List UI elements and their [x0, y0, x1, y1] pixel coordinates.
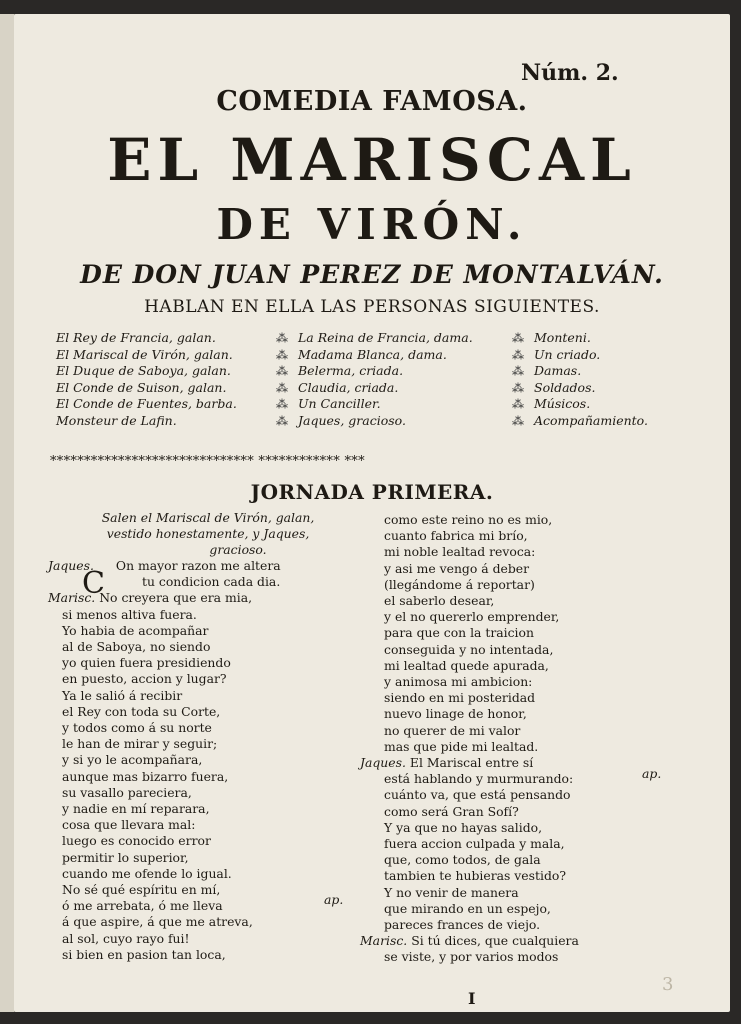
- verse-text: Y ya que no hayas salido,: [384, 819, 543, 835]
- verse-line: [48, 931, 378, 947]
- verse-line: [48, 850, 378, 866]
- speaker-label: Marisc.: [360, 933, 408, 949]
- cast-list-col1: [56, 330, 237, 430]
- cast-heading: HABLAN EN ELLA LAS PERSONAS SIGUIENTES.: [144, 297, 600, 317]
- cast-entry: Damas.: [534, 363, 582, 379]
- verse-text: y nadie en mí reparara,: [62, 801, 210, 817]
- verse-line: [360, 852, 700, 868]
- verse-line: [48, 671, 378, 687]
- ornament-icon: ⁂: [276, 331, 288, 345]
- cast-entry: Un criado.: [534, 346, 601, 362]
- verse-line: [48, 736, 378, 752]
- verse-line: [48, 574, 378, 590]
- verse-text: que mirando en un espejo,: [384, 900, 551, 916]
- play-subtitle: DE VIRÓN.: [216, 200, 528, 249]
- verse-line: [48, 720, 378, 736]
- verse-text: que, como todos, de gala: [384, 852, 541, 868]
- verse-text: No creyera que era mia,: [99, 590, 253, 606]
- verse-text: conseguida y no intentada,: [384, 641, 554, 657]
- cast-entry: El Mariscal de Virón, galan.: [56, 346, 233, 362]
- verse-text: permitir lo superior,: [62, 849, 189, 865]
- verse-text: No sé qué espíritu en mí,: [62, 882, 221, 898]
- verse-text: en puesto, accion y lugar?: [62, 671, 227, 687]
- cast-entry: Músicos.: [534, 396, 591, 412]
- verse-text: le han de mirar y seguir;: [62, 736, 218, 752]
- cast-list-col3: [534, 330, 648, 430]
- play-title: EL MARISCAL: [107, 126, 637, 194]
- verse-text: mi lealtad quede apurada,: [384, 657, 549, 673]
- verse-text: su vasallo pareciera,: [62, 784, 192, 800]
- verse-text: tambien te hubieras vestido?: [384, 868, 566, 884]
- verse-text: cuanto fabrica mi brío,: [384, 528, 528, 544]
- verse-line: [48, 817, 378, 833]
- verse-line: [48, 947, 378, 963]
- verse-text: para que con la traicion: [384, 625, 534, 641]
- verse-text: cuando me ofende lo igual.: [62, 865, 232, 881]
- cast-entry: Claudia, criada.: [298, 379, 399, 395]
- verse-text: al sol, cuyo rayo fui!: [62, 930, 190, 946]
- verse-line: [360, 706, 700, 722]
- verse-line: [360, 593, 700, 609]
- verse-line: [360, 949, 700, 965]
- verse-text: tu condicion cada dia.: [142, 574, 281, 590]
- ornament-icon: ⁂: [512, 347, 524, 362]
- verse-line: [48, 639, 378, 655]
- verse-text: y si yo le acompañara,: [62, 752, 203, 768]
- asterisk-divider: ****************************** ************ ***: [50, 454, 365, 469]
- cast-list-col2: [298, 330, 473, 430]
- verse-line: [360, 901, 700, 917]
- cast-entry: Soldados.: [534, 379, 596, 395]
- verse-text: está hablando y murmurando:: [384, 771, 574, 787]
- verse-text: Y no venir de manera: [384, 884, 519, 900]
- stage-line: Salen el Mariscal de Virón, galan,: [101, 510, 315, 525]
- verse-line: [48, 607, 378, 623]
- ornament-icon: ⁂: [276, 347, 288, 362]
- verse-line: [360, 658, 700, 674]
- verse-text: si bien en pasion tan loca,: [62, 946, 226, 962]
- verse-line: [48, 558, 378, 574]
- cast-entry: El Rey de Francia, galan.: [56, 330, 216, 345]
- cast-entry: El Conde de Suison, galan.: [56, 379, 227, 395]
- ornament-icon: ⁂: [276, 364, 288, 379]
- verse-line: [360, 561, 700, 577]
- verse-text: ó me arrebata, ó me lleva: [62, 898, 223, 914]
- page-number: I: [468, 989, 476, 1008]
- cast-entry: El Duque de Saboya, galan.: [56, 363, 231, 379]
- verse-text: y asi me vengo á deber: [384, 560, 530, 576]
- genre-heading: COMEDIA FAMOSA.: [216, 86, 528, 117]
- verse-text: á que aspire, á que me atreva,: [62, 914, 253, 930]
- verse-text: si menos altiva fuera.: [62, 606, 197, 622]
- cast-entry: Monteni.: [534, 330, 591, 345]
- verse-line: [360, 723, 700, 739]
- cast-entry: Madama Blanca, dama.: [298, 346, 447, 362]
- ornament-icon: ⁂: [276, 380, 288, 395]
- verse-line: [360, 836, 700, 852]
- verse-text: siendo en mi posteridad: [384, 690, 536, 706]
- cast-entry: Monsteur de Lafin.: [56, 412, 177, 428]
- ornament-col1: [276, 330, 288, 430]
- verse-text: como este reino no es mio,: [384, 512, 553, 527]
- verse-line: [360, 868, 700, 884]
- stage-direction: [48, 510, 368, 559]
- verse-line: [360, 690, 700, 706]
- verse-text: El Mariscal entre sí: [409, 755, 534, 771]
- verse-line: [48, 801, 378, 817]
- faint-mark: 3: [662, 974, 674, 995]
- verse-text: Yo habia de acompañar: [62, 622, 209, 638]
- ornament-icon: ⁂: [512, 364, 524, 379]
- verse-line: [48, 914, 378, 930]
- verse-line: [360, 625, 700, 641]
- author-line: DE DON JUAN PEREZ DE MONTALVÁN.: [80, 260, 664, 289]
- verse-text: yo quien fuera presidiendo: [62, 655, 231, 671]
- verse-text: mi noble lealtad revoca:: [384, 544, 536, 560]
- verse-line: [48, 590, 378, 606]
- cast-entry: Jaques, gracioso.: [298, 412, 406, 428]
- ornament-icon: ⁂: [512, 397, 524, 412]
- verse-text: mas que pide mi lealtad.: [384, 738, 539, 754]
- verse-text: Ya le salió á recibir: [62, 687, 183, 703]
- verse-line: [360, 917, 700, 933]
- verse-line: [360, 739, 700, 755]
- verse-line: [48, 769, 378, 785]
- verse-text: no querer de mi valor: [384, 722, 521, 738]
- verse-text: Si tú dices, que cualquiera: [411, 933, 579, 949]
- drop-cap: C: [82, 566, 105, 601]
- ornament-icon: ⁂: [512, 331, 524, 345]
- ornament-icon: ⁂: [512, 380, 524, 395]
- cast-entry: Un Canciller.: [298, 396, 381, 412]
- speaker-label: Jaques.: [48, 558, 94, 573]
- verse-line: [48, 866, 378, 882]
- verse-text: el saberlo desear,: [384, 593, 495, 609]
- stage-line: gracioso.: [209, 542, 267, 558]
- verse-text: y animosa mi ambicion:: [384, 674, 533, 690]
- verse-line: [48, 785, 378, 801]
- ornament-icon: ⁂: [512, 413, 524, 428]
- aside-marker: ap.: [642, 766, 662, 781]
- verse-text: On mayor razon me altera: [115, 558, 281, 573]
- verse-text: (llegándome á reportar): [384, 576, 535, 592]
- speaker-label: Jaques.: [360, 755, 406, 771]
- verse-text: y todos como á su norte: [62, 720, 212, 736]
- stage-line: vestido honestamente, y Jaques,: [106, 526, 310, 542]
- verse-line: [360, 804, 700, 820]
- speaker-label: Marisc.: [48, 590, 96, 606]
- verse-text: el Rey con toda su Corte,: [62, 703, 221, 719]
- cast-entry: El Conde de Fuentes, barba.: [56, 396, 237, 412]
- verse-text: cosa que llevara mal:: [62, 817, 196, 833]
- verse-text: se viste, y por varios modos: [384, 949, 559, 965]
- verse-line: [360, 512, 700, 528]
- verse-line: [48, 688, 378, 704]
- verse-line: [48, 752, 378, 768]
- ornament-col2: [512, 330, 524, 430]
- verse-line: [48, 704, 378, 720]
- verse-line: [360, 642, 700, 658]
- verse-line: [360, 577, 700, 593]
- verse-text: como será Gran Sofí?: [384, 803, 519, 819]
- verse-text: y el no quererlo emprender,: [384, 609, 560, 625]
- aside-marker: ap.: [324, 892, 344, 907]
- act-heading: JORNADA PRIMERA.: [250, 480, 494, 504]
- verse-text: nuevo linage de honor,: [384, 706, 527, 722]
- verse-line: [360, 885, 700, 901]
- ornament-icon: ⁂: [276, 413, 288, 428]
- cast-entry: Acompañamiento.: [534, 412, 648, 428]
- verse-line: [48, 655, 378, 671]
- verse-line: [360, 933, 700, 949]
- book-page: [14, 14, 730, 1012]
- verse-line: [360, 787, 700, 803]
- verse-line: [48, 833, 378, 849]
- verse-text: al de Saboya, no siendo: [62, 639, 211, 655]
- verse-line: [360, 674, 700, 690]
- right-text-column: [360, 512, 700, 966]
- verse-line: [360, 528, 700, 544]
- issue-number: Núm. 2.: [521, 60, 619, 86]
- verse-line: [360, 609, 700, 625]
- verse-text: cuánto va, que está pensando: [384, 787, 571, 803]
- verse-line: [360, 820, 700, 836]
- verse-line: [360, 544, 700, 560]
- ornament-icon: ⁂: [276, 397, 288, 412]
- verse-line: [48, 623, 378, 639]
- cast-entry: La Reina de Francia, dama.: [298, 330, 473, 345]
- verse-text: aunque mas bizarro fuera,: [62, 768, 229, 784]
- verse-text: luego es conocido error: [62, 833, 211, 849]
- verse-text: fuera accion culpada y mala,: [384, 836, 565, 852]
- cast-entry: Belerma, criada.: [298, 363, 404, 379]
- verse-text: pareces frances de viejo.: [384, 917, 541, 933]
